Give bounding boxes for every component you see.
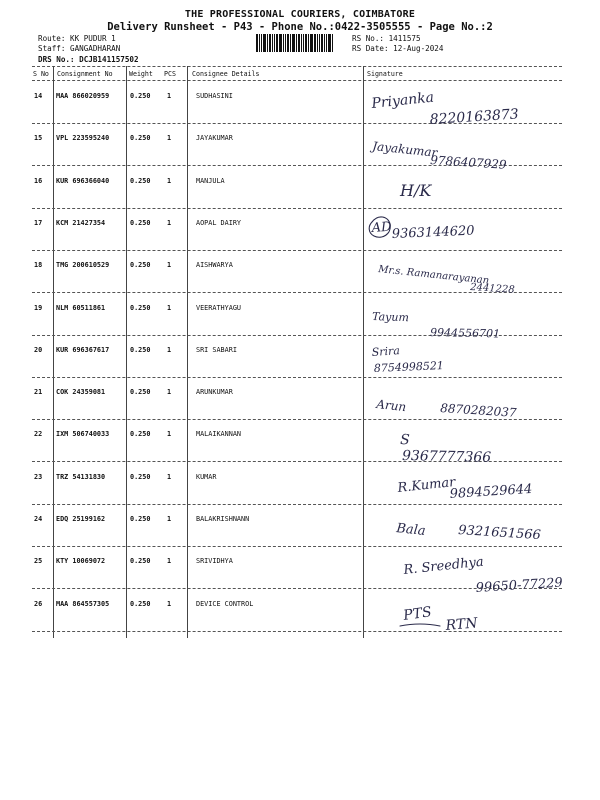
col-header-consignee: Consignee Details (192, 70, 260, 78)
row-sno: 17 (34, 218, 43, 227)
row-consignee: SRI SABARI (196, 345, 237, 354)
row-sno: 19 (34, 303, 43, 312)
row-weight: 0.250 (130, 92, 151, 100)
signature-phone: 2441228 (469, 282, 515, 296)
row-sno: 16 (34, 176, 43, 185)
row-weight: 0.250 (130, 472, 151, 481)
col-header-weight: Weight (129, 70, 153, 78)
table-row (0, 388, 600, 400)
staff-label: Staff: GANGADHARAN (38, 44, 121, 53)
row-consignment-no: KUR 696367617 (56, 345, 110, 354)
row-divider (32, 208, 562, 209)
row-divider (32, 419, 562, 420)
signature-phone: 8754998521 (373, 359, 445, 375)
drs-number: DRS No.: DCJB141157502 (38, 55, 139, 64)
row-pcs: 1 (167, 599, 172, 608)
table-row (0, 304, 600, 316)
row-pcs: 1 (167, 176, 172, 185)
row-sno: 25 (34, 557, 43, 566)
signature-name: S (399, 432, 411, 449)
row-consignment-no: MAA 864557305 (56, 599, 110, 608)
row-consignee: DEVICE CONTROL (196, 599, 254, 608)
signature-phone: 8220163873 (429, 106, 520, 128)
table-row (0, 261, 600, 273)
row-sno: 18 (34, 261, 43, 270)
row-divider (32, 250, 562, 251)
row-consignee: MANJULA (196, 176, 225, 185)
table-row (0, 515, 600, 527)
row-sno: 15 (34, 134, 43, 143)
rs-number: RS No.: 1411575 (352, 34, 421, 43)
row-pcs: 1 (167, 218, 172, 227)
row-consignment-no: COK 24359081 (56, 388, 106, 397)
row-pcs: 1 (167, 430, 172, 439)
signature-phone: 99650-77229 (475, 575, 564, 596)
col-header-signature: Signature (367, 70, 403, 78)
signature-name: Bala (395, 521, 427, 540)
col-header-sno: S No (33, 70, 49, 78)
row-sno: 21 (34, 388, 43, 397)
row-consignment-no: TMG 200610529 (56, 261, 110, 270)
row-consignment-no: KUR 696366040 (56, 176, 110, 185)
row-consignee: VEERATHYAGU (196, 303, 242, 312)
row-divider (32, 631, 562, 632)
signature-name: H/K (400, 181, 432, 200)
table-row (0, 430, 600, 442)
table-row (0, 600, 600, 612)
table-row (0, 557, 600, 569)
signature-phone: RTN (444, 615, 479, 634)
row-weight: 0.250 (130, 345, 151, 354)
row-consignee: JAYAKUMAR (196, 134, 233, 143)
row-weight: 0.250 (130, 261, 151, 270)
signature-name: Jayakumar (371, 139, 438, 160)
row-sno: 26 (34, 599, 43, 608)
company-title: THE PROFESSIONAL COURIERS, COIMBATORE (184, 9, 416, 20)
table-row (0, 177, 600, 189)
row-consignee: KUMAR (196, 472, 217, 481)
row-sno: 22 (34, 430, 43, 439)
row-consignment-no: KCM 21427354 (56, 218, 106, 227)
signature-phone: 9367777366 (401, 448, 492, 466)
row-consignee: ARUNKUMAR (196, 388, 233, 397)
row-divider (32, 165, 562, 166)
row-divider (32, 335, 562, 336)
row-consignee: MALAIKANNAN (196, 430, 242, 439)
table-row (0, 134, 600, 146)
row-consignment-no: MAA 866020959 (56, 92, 110, 100)
divider (32, 80, 562, 81)
signature-phone: 8870282037 (439, 401, 517, 420)
signature-name: Priyanka (370, 89, 435, 112)
row-pcs: 1 (167, 134, 172, 143)
signature-name: Tayum (371, 310, 410, 325)
signature-name: Srira (371, 344, 401, 359)
row-pcs: 1 (167, 303, 172, 312)
row-weight: 0.250 (130, 388, 151, 397)
table-row (0, 92, 600, 104)
divider (32, 66, 562, 67)
row-consignment-no: NLM 60511861 (56, 303, 106, 312)
signature-name: Arun (375, 397, 407, 415)
row-pcs: 1 (167, 345, 172, 354)
row-divider (32, 504, 562, 505)
rs-date: RS Date: 12-Aug-2024 (352, 44, 444, 53)
table-row (0, 473, 600, 485)
signature-name: AD (371, 219, 393, 236)
row-weight: 0.250 (130, 430, 151, 439)
row-consignee: BALAKRISHNANN (196, 515, 250, 523)
row-consignee: SRIVIDHYA (196, 557, 233, 566)
row-consignment-no: IXM 506740033 (56, 430, 110, 439)
signature-name: R. Sreedhya (402, 554, 485, 578)
row-consignee: SUDHASINI (196, 92, 233, 100)
runsheet-title: Delivery Runsheet - P43 - Phone No.:0422-3505555 - Page No.:2 (107, 21, 493, 33)
row-weight: 0.250 (130, 218, 151, 227)
row-pcs: 1 (167, 261, 172, 270)
col-header-pcs: PCS (164, 70, 176, 78)
row-divider (32, 292, 562, 293)
table-row (0, 219, 600, 231)
route-label: Route: KK PUDUR 1 (38, 34, 116, 43)
signature-name: Mr.s. Ramanarayanan (377, 264, 490, 287)
row-weight: 0.250 (130, 515, 151, 523)
row-pcs: 1 (167, 472, 172, 481)
row-weight: 0.250 (130, 557, 151, 566)
row-weight: 0.250 (130, 303, 151, 312)
row-pcs: 1 (167, 515, 172, 523)
signature-phone: 9894529644 (449, 481, 533, 502)
row-weight: 0.250 (130, 599, 151, 608)
row-divider (32, 377, 562, 378)
row-consignment-no: KTY 10069072 (56, 557, 106, 566)
col-header-consignment: Consignment No (57, 70, 113, 78)
row-pcs: 1 (167, 557, 172, 566)
row-pcs: 1 (167, 92, 172, 100)
row-weight: 0.250 (130, 176, 151, 185)
row-sno: 20 (34, 345, 43, 354)
row-divider (32, 123, 562, 124)
row-consignment-no: EDQ 25199162 (56, 515, 106, 523)
signature-phone: 9363144620 (391, 223, 475, 242)
signature-phone: 9321651566 (457, 523, 542, 544)
row-consignee: AISHWARYA (196, 261, 233, 270)
signature-name: R.Kumar (396, 474, 457, 496)
signature-phone: 9944556701 (429, 326, 501, 341)
table-row (0, 346, 600, 358)
signature-21 (375, 397, 518, 420)
signature-phone: 9786407929 (429, 153, 507, 172)
barcode (256, 34, 334, 52)
row-divider (32, 546, 562, 547)
row-consignment-no: VPL 223595240 (56, 134, 110, 143)
row-sno: 14 (34, 92, 43, 100)
signature-stroke (400, 624, 440, 626)
row-pcs: 1 (167, 388, 172, 397)
row-consignee: AOPAL DAIRY (196, 218, 242, 227)
row-divider (32, 588, 562, 589)
row-weight: 0.250 (130, 134, 151, 143)
row-consignment-no: TRZ 54131830 (56, 472, 106, 481)
signature-name: PTS (402, 604, 433, 624)
row-sno: 24 (34, 515, 43, 523)
row-divider (32, 461, 562, 462)
row-sno: 23 (34, 472, 43, 481)
